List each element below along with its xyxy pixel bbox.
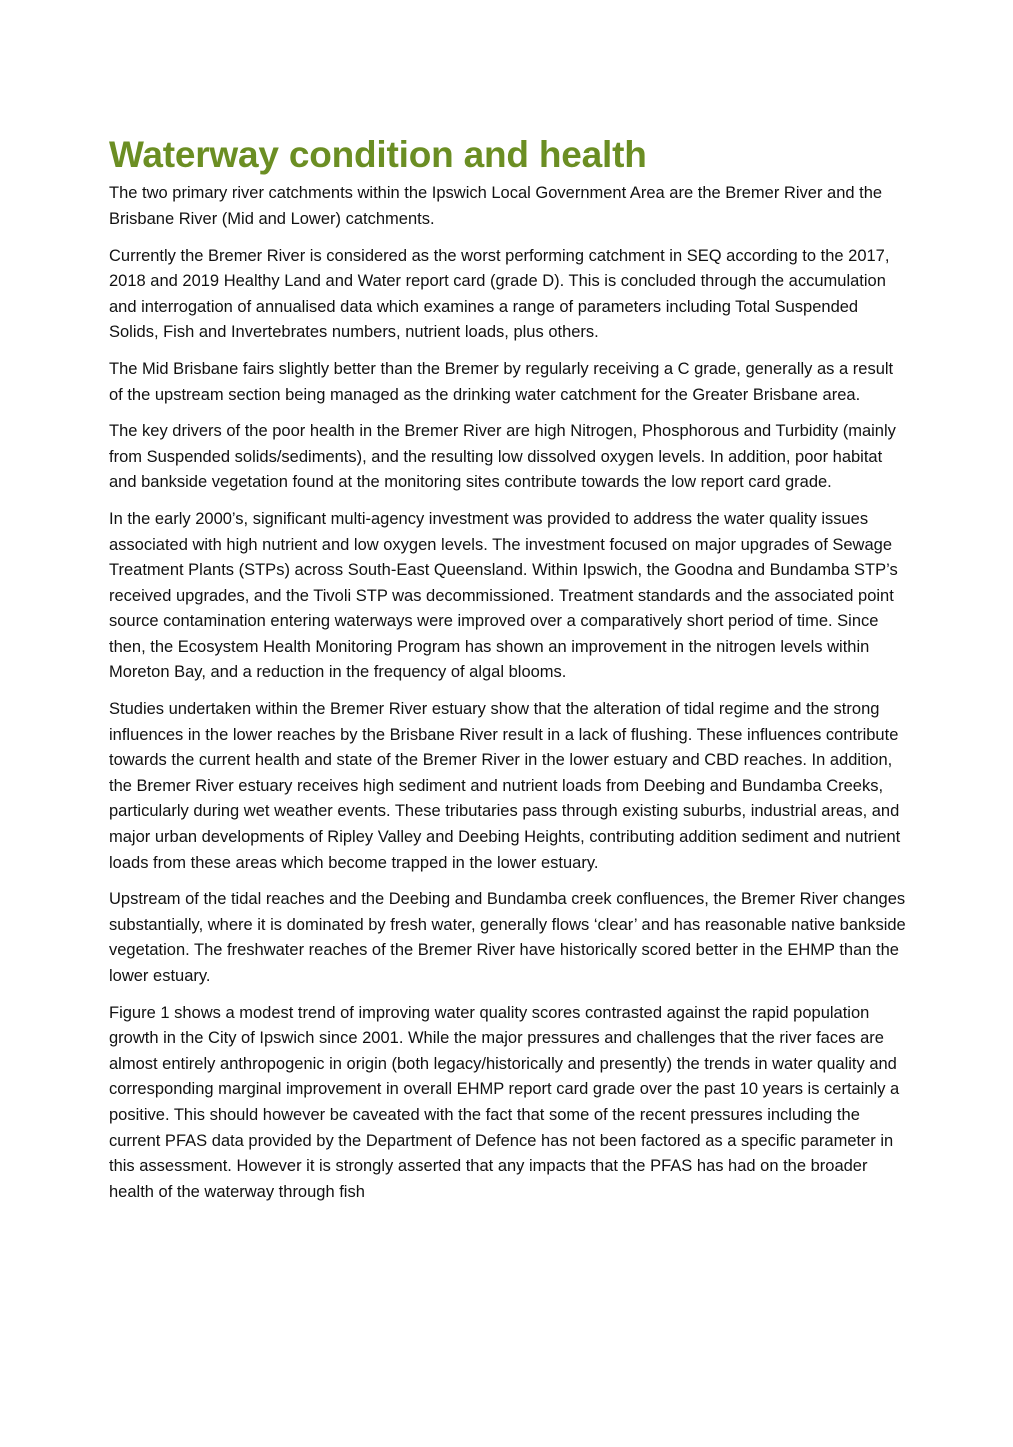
paragraph-5: In the early 2000’s, significant multi-agency investment was provided to address the water quality issues associated with high nutrient and low oxygen levels. The investment focused on major upgrades of Sewage Treatment Plants (STPs) across South-East Queensland. Within Ipswich, the Goodna and Bundamba STP’s received upgrades, and the Tivoli STP was decommissioned. Treatment standards and the associated point source contamination entering waterways were improved over a comparatively short period of time. Since then, the Ecosystem Health Monitoring Program has shown an improvement in the nitrogen levels within Moreton Bay, and a reduction in the frequency of algal blooms. (109, 509, 898, 682)
paragraph-3: The Mid Brisbane fairs slightly better than the Bremer by regularly receiving a C grade, generally as a result of the upstream section being managed as the drinking water catchment for the Greater Brisbane area. (109, 359, 894, 404)
page-title: Waterway condition and health (109, 134, 647, 175)
paragraph-8: Figure 1 shows a modest trend of improving water quality scores contrasted against the rapid population growth in the City of Ipswich since 2001. While the major pressures and challenges that the river faces are almost entirely anthropogenic in origin (both legacy/historically and presently) the trends in water quality and corresponding marginal improvement in overall EHMP report card grade over the past 10 years is certainly a positive. This should however be caveated with the fact that some of the recent pressures including the current PFAS data provided by the Department of Defence has not been factored as a specific parameter in this assessment. However it is strongly asserted that any impacts that the PFAS has had on the broader health of the waterway through fish (109, 1003, 900, 1201)
document-body (109, 133, 909, 1216)
paragraph-7: Upstream of the tidal reaches and the Deebing and Bundamba creek confluences, the Bremer River changes substantially, where it is dominated by fresh water, generally flows ‘clear’ and has reasonable native bankside vegetation. The freshwater reaches of the Bremer River have historically scored better in the EHMP than the lower estuary. (109, 890, 906, 986)
paragraph-2: Currently the Bremer River is considered as the worst performing catchment in SEQ according to the 2017, 2018 and 2019 Healthy Land and Water report card (grade D). This is concluded through the accumulation and interrogation of annualised data which examines a range of parameters including Total Suspended Solids, Fish and Invertebrates numbers, nutrient loads, plus others. (109, 246, 890, 342)
paragraph-6: Studies undertaken within the Bremer River estuary show that the alteration of tidal regime and the strong influences in the lower reaches by the Brisbane River result in a lack of flushing. These influences contribute towards the current health and state of the Bremer River in the lower estuary and CBD reaches. In addition, the Bremer River estuary receives high sediment and nutrient loads from Deebing and Bundamba Creeks, particularly during wet weather events. These tributaries pass through existing suburbs, industrial areas, and major urban developments of Ripley Valley and Deebing Heights, contributing addition sediment and nutrient loads from these areas which become trapped in the lower estuary. (109, 700, 901, 872)
paragraph-4: The key drivers of the poor health in the Bremer River are high Nitrogen, Phosphorous and Turbidity (mainly from Suspended solids/sediments), and the resulting low dissolved oxygen levels. In addition, poor habitat and bankside vegetation found at the monitoring sites contribute towards the low report card grade. (109, 422, 896, 492)
paragraph-1: The two primary river catchments within the Ipswich Local Government Area are the Bremer River and the Brisbane River (Mid and Lower) catchments. (109, 184, 883, 228)
